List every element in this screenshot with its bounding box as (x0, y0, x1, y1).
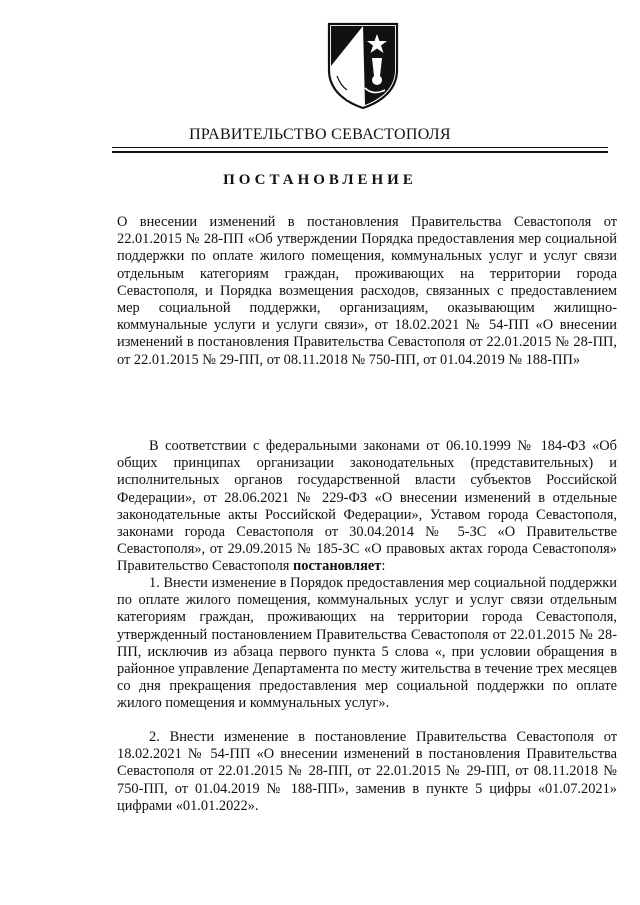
preamble-colon: : (381, 558, 386, 575)
document-type: ПОСТАНОВЛЕНИЕ (223, 172, 417, 188)
preamble (117, 438, 617, 576)
subject-text: О внесении изменений в постановления Правительства Севастополя от 22.01.2015 № 28-ПП «Об утверждении Порядка предоставления мер социальной поддержки по оплате жилого помещения, коммунальных услуг и услуг связи отдельным категориям граждан, проживающих на территории города Севастополя, и Порядка возмещения расходов, связанных с предоставлением мер социальной поддержки, организациям, оказывающим жилищно-коммунальные услуги и услуги связи», от 18.02.2021 № 54-ПП «О внесении изменений в постановления Правительства Севастополя от 22.01.2015 № 28-ПП, от 22.01.2015 № 29-ПП, от 08.11.2018 № 750-ПП, от 01.04.2019 № 188-ПП» (117, 214, 617, 368)
decree-item-1 (117, 575, 617, 713)
item-text: 1. Внести изменение в Порядок предоставления мер социальной поддержки по оплате жилого помещения, коммунальных услуг и услуг связи отдельным категориям граждан, проживающих на территории города Севастополя, утвержденный постановлением Правительства Севастополя от 22.01.2015 № 28-ПП, исключив из абзаца первого пункта 5 слова «, при условии обращения в районное управление Департамента по месту жительства в течение трех месяцев со дня прекращения предоставления мер социальной поддержки по оплате жилого помещения и коммунальных услуг». (117, 575, 617, 712)
government-title: ПРАВИТЕЛЬСТВО СЕВАСТОПОЛЯ (189, 126, 451, 143)
preamble-paragraph (117, 438, 617, 576)
header-rule-thin (112, 147, 608, 148)
header-rule-thick (112, 151, 608, 153)
preamble-text: В соответствии с федеральными законами от 06.10.1999 № 184-ФЗ «Об общих принципах организации законодательных (представительных) и исполнительных органов государственной власти субъектов Российской Федерации», от 28.06.2021 № 229-ФЗ «О внесении изменений в отдельные законодательные акты Российской Федерации», Уставом города Севастополя, законами города Севастополя от 30.04.2014 № 5-ЗС «О Правительстве Севастополя», от 29.09.2015 № 185-ЗС «О правовых актах города Севастополя» Правительство Севастополя (117, 438, 617, 575)
decree-word: постановляет (293, 558, 382, 575)
decree-item-2 (117, 729, 617, 815)
document-subject (117, 214, 617, 369)
item-text: 2. Внести изменение в постановление Правительства Севастополя от 18.02.2021 № 54-ПП «О внесении изменений в постановления Правительства Севастополя от 22.01.2015 № 28-ПП, от 22.01.2015 № 29-ПП, от 08.11.2018 № 750-ПП, от 01.04.2019 № 188-ПП», заменив в пункте 5 цифры «01.07.2021» цифрами «01.01.2022». (117, 729, 617, 814)
sevastopol-coat-of-arms-icon (325, 18, 401, 110)
